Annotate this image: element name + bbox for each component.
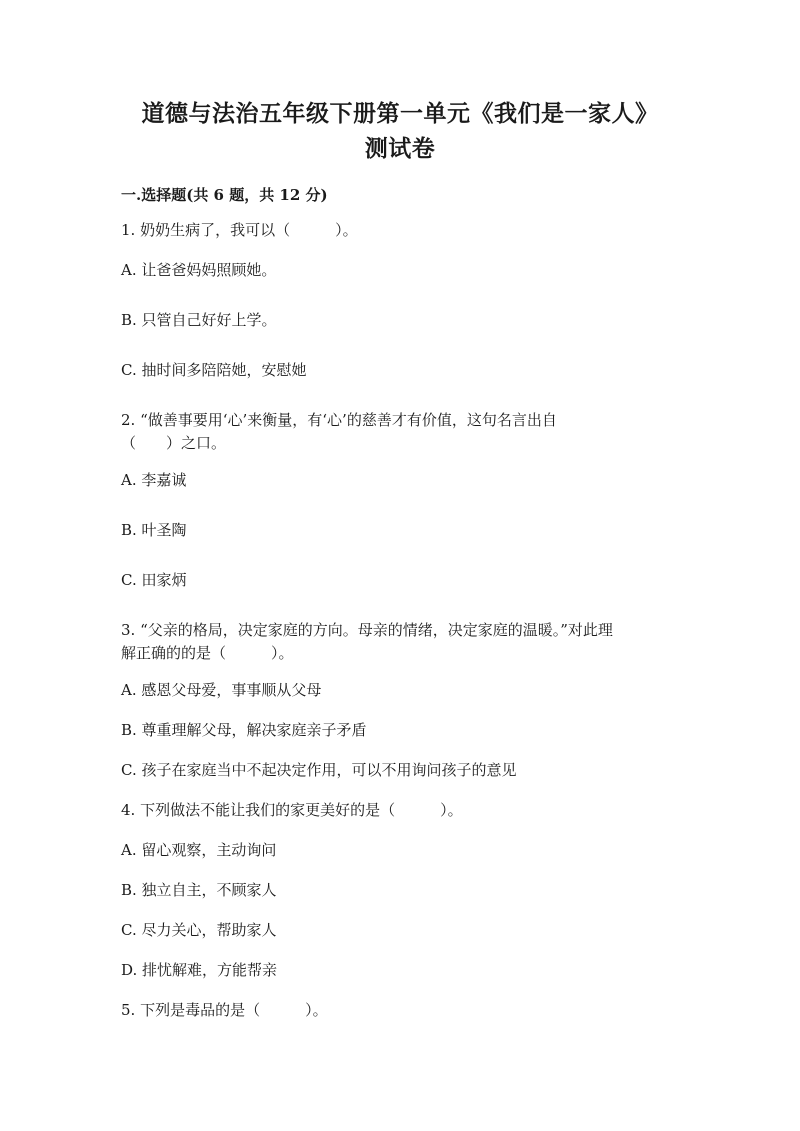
question-1-option-a: A. 让爸爸妈妈照顾她。 <box>121 261 277 279</box>
question-3-stem-line1: 3. “父亲的格局，决定家庭的方向。母亲的情绪，决定家庭的温暖。”对此理 <box>121 621 613 639</box>
question-1-option-c: C. 抽时间多陪陪她，安慰她 <box>121 361 307 379</box>
section-heading: 一.选择题(共 6 题，共 12 分) <box>121 186 328 204</box>
question-3-option-c: C. 孩子在家庭当中不起决定作用，可以不用询问孩子的意见 <box>121 761 517 779</box>
page-title: 道德与法治五年级下册第一单元《我们是一家人》 <box>141 100 659 127</box>
question-4-option-d: D. 排忧解难，方能帮亲 <box>121 961 278 979</box>
question-2-option-a: A. 李嘉诚 <box>121 471 187 489</box>
question-3-stem-line2: 解正确的的是（ ）。 <box>121 644 294 662</box>
question-1-stem: 1. 奶奶生病了，我可以（ ）。 <box>121 221 358 239</box>
question-4-option-b: B. 独立自主，不顾家人 <box>121 881 277 899</box>
question-2-option-b: B. 叶圣陶 <box>121 521 187 539</box>
question-1-option-b: B. 只管自己好好上学。 <box>121 311 277 329</box>
question-4-option-a: A. 留心观察，主动询问 <box>121 841 277 859</box>
question-5-stem: 5. 下列是毒品的是（ ）。 <box>121 1001 328 1019</box>
question-2-option-c: C. 田家炳 <box>121 571 187 589</box>
question-3-option-a: A. 感恩父母爱，事事顺从父母 <box>121 681 322 699</box>
question-4-stem: 4. 下列做法不能让我们的家更美好的是（ ）。 <box>121 801 463 819</box>
question-4-option-c: C. 尽力关心，帮助家人 <box>121 921 277 939</box>
page-subtitle: 测试卷 <box>364 135 436 162</box>
question-2-stem-line2: （ ）之口。 <box>121 434 227 452</box>
question-2-stem-line1: 2. “做善事要用‘心’来衡量，有‘心’的慈善才有价值，这句名言出自 <box>121 411 557 429</box>
question-3-option-b: B. 尊重理解父母，解决家庭亲子矛盾 <box>121 721 367 739</box>
